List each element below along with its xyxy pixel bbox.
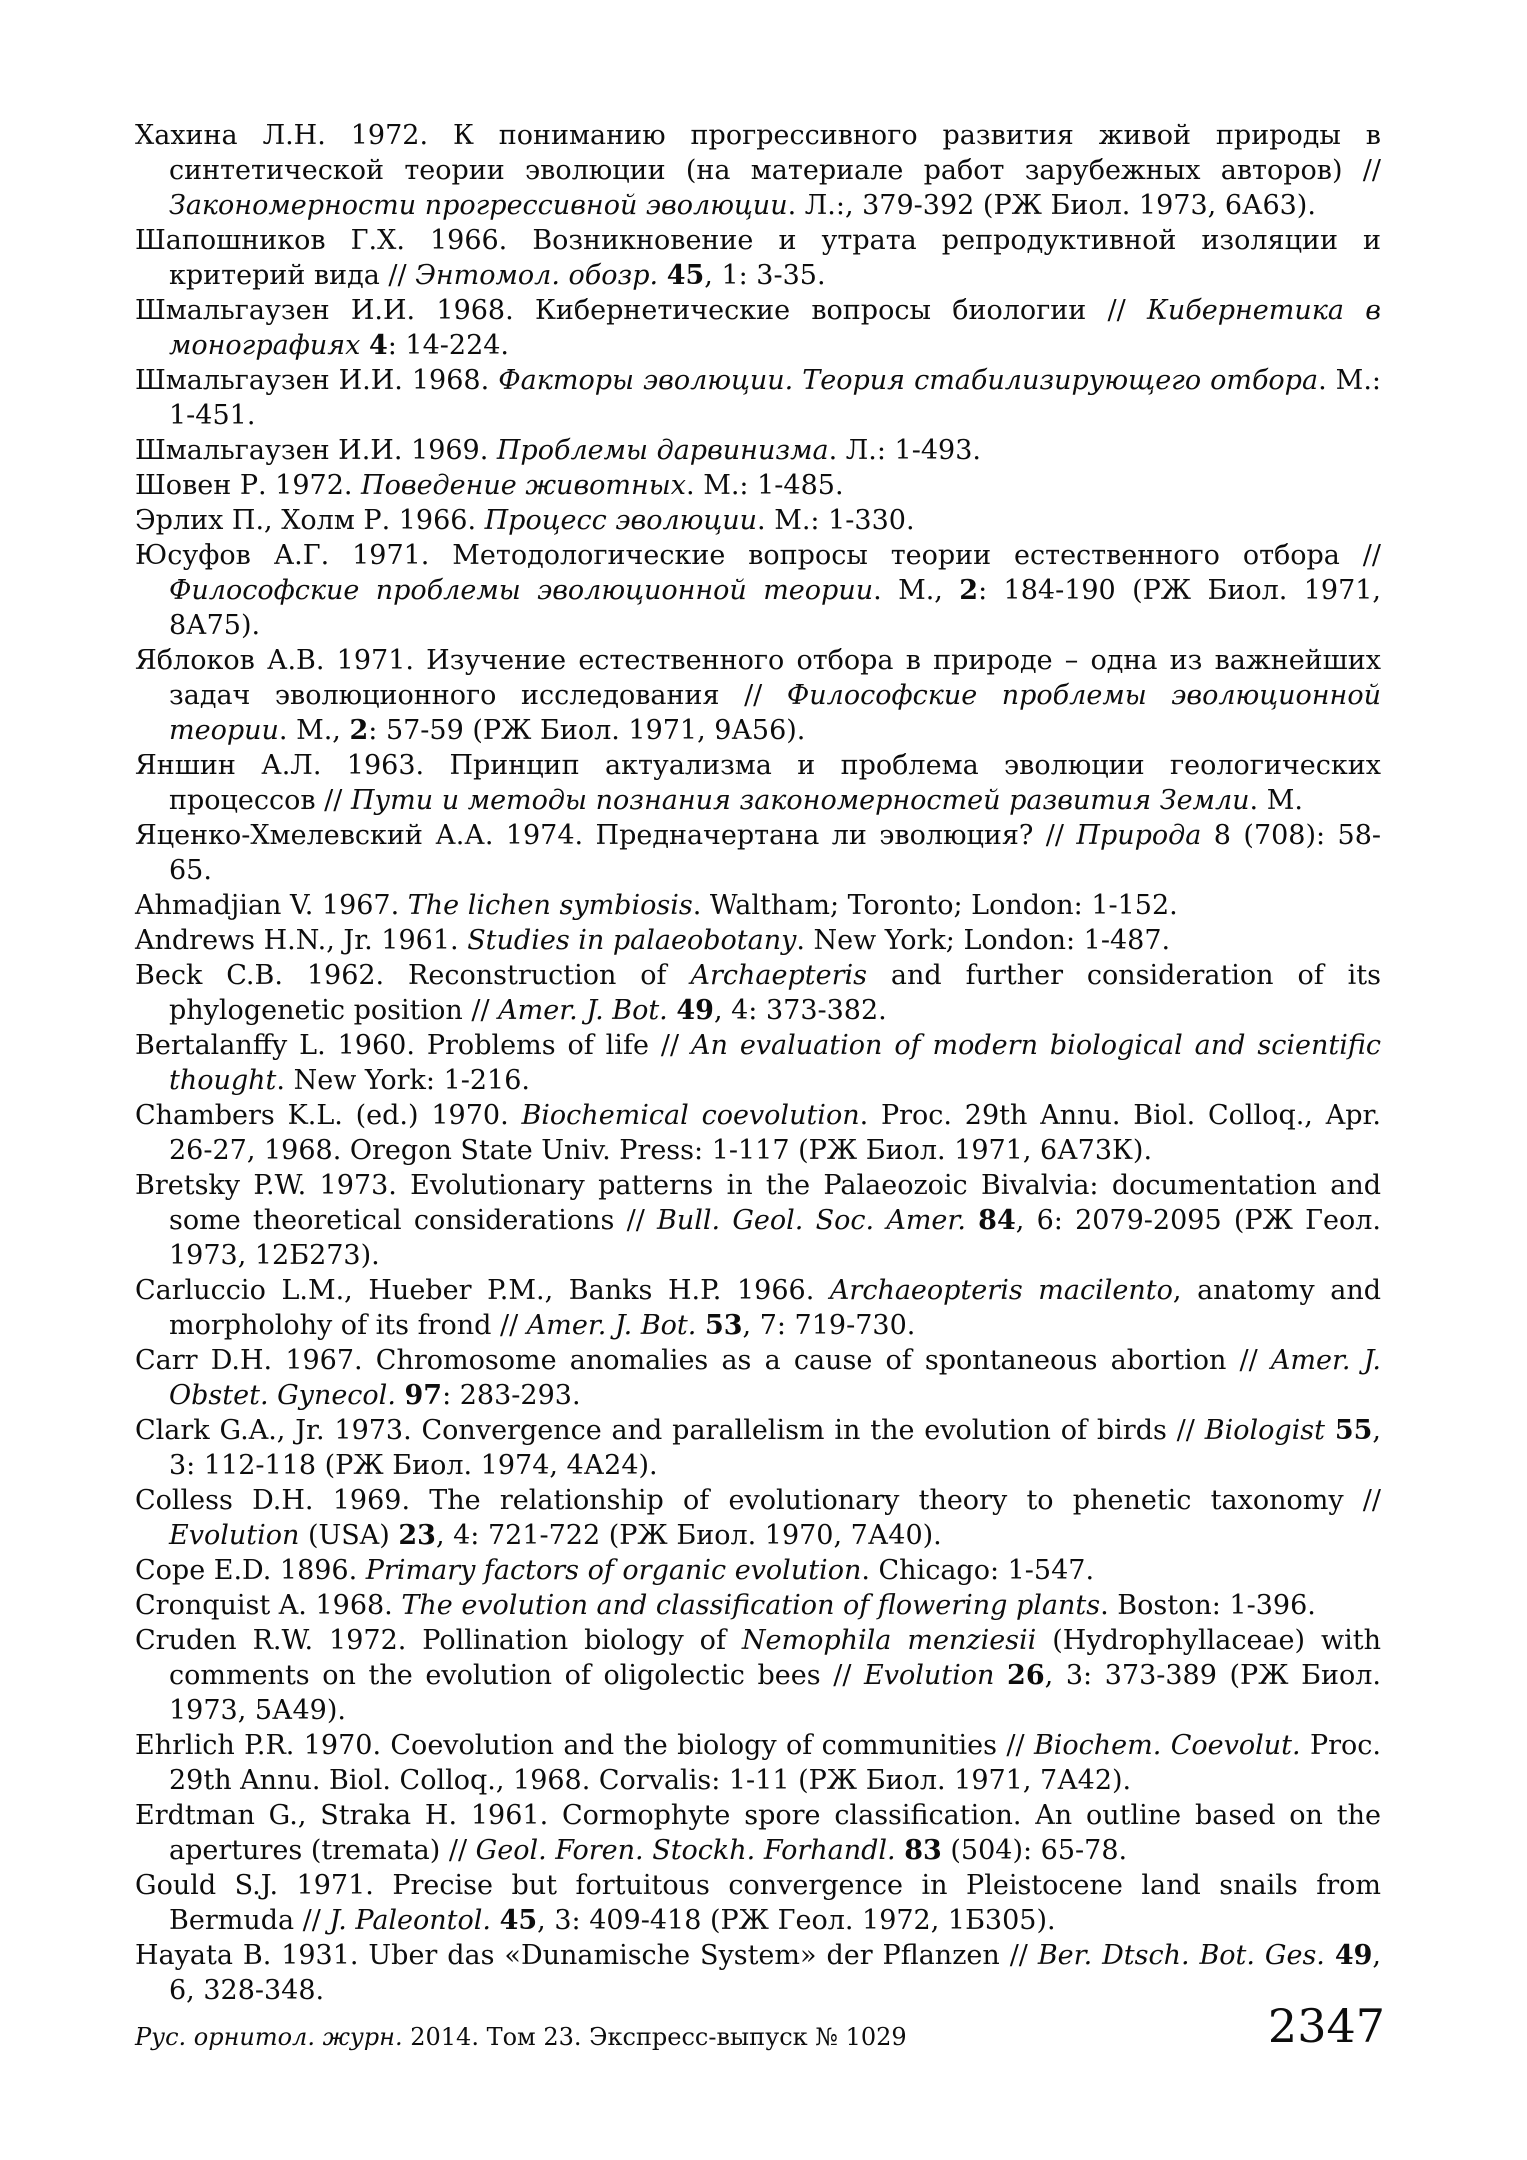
footer-journal-title: Рус. орнитол. журн.	[135, 2023, 403, 2051]
reference-item: Hayata B. 1931. Uber das «Dunamische System» der Pflanzen // Ber. Dtsch. Bot. Ges. 49, 6, 328-348.	[135, 1940, 1381, 2006]
reference-item: Юсуфов А.Г. 1971. Методологические вопросы теории естественного отбора // Философские проблемы эволюционной теории. М., 2: 184-190 (РЖ Биол. 1971, 8А75).	[135, 540, 1382, 641]
reference-item: Colless D.H. 1969. The relationship of evolutionary theory to phenetic taxonomy // Evolution (USA) 23, 4: 721-722 (РЖ Биол. 1970, 7А40).	[135, 1485, 1381, 1551]
reference-item: Carr D.H. 1967. Chromosome anomalies as a cause of spontaneous abortion // Amer. J. Obstet. Gynecol. 97: 283-293.	[135, 1345, 1381, 1411]
reference-item: Beck C.B. 1962. Reconstruction of Archaepteris and further consideration of its phylogenetic position // Amer. J. Bot. 49, 4: 373-382.	[135, 960, 1381, 1026]
reference-item: Cope E.D. 1896. Primary factors of organic evolution. Chicago: 1-547.	[135, 1555, 1095, 1586]
reference-item: Хахина Л.Н. 1972. К пониманию прогрессивного развития живой природы в синтетической теории эволюции (на материале работ зарубежных авторов) // Закономерности прогрессивной эволюции. Л.:, 379-392 (РЖ Биол. 1973, 6А63).	[135, 120, 1381, 221]
reference-item: Яншин А.Л. 1963. Принцип актуализма и проблема эволюции геологических процессов // Пути и методы познания закономерностей развития Земли. М.	[135, 750, 1381, 816]
reference-item: Cronquist A. 1968. The evolution and classification of flowering plants. Boston: 1-396.	[135, 1590, 1316, 1621]
reference-item: Cruden R.W. 1972. Pollination biology of Nemophila menziesii (Hydrophyllaceae) with comments on the evolution of oligolectic bees // Evolution 26, 3: 373-389 (РЖ Биол. 1973, 5А49).	[135, 1625, 1382, 1726]
reference-item: Erdtman G., Straka H. 1961. Cormophyte spore classification. An outline based on the apertures (tremata) // Geol. Foren. Stockh. Forhandl. 83 (504): 65-78.	[135, 1800, 1381, 1866]
reference-item: Bertalanffy L. 1960. Problems of life // An evaluation of modern biological and scientific thought. New York: 1-216.	[135, 1030, 1381, 1096]
reference-item: Ehrlich P.R. 1970. Coevolution and the biology of communities // Biochem. Coevolut. Proc. 29th Annu. Biol. Colloq., 1968. Corvalis: 1-11 (РЖ Биол. 1971, 7А42).	[135, 1730, 1381, 1796]
reference-item: Ahmadjian V. 1967. The lichen symbiosis. Waltham; Toronto; London: 1-152.	[135, 890, 1178, 921]
reference-item: Andrews H.N., Jr. 1961. Studies in palaeobotany. New York; London: 1-487.	[135, 925, 1171, 956]
reference-item: Эрлих П., Холм Р. 1966. Процесс эволюции. М.: 1-330.	[135, 505, 915, 536]
reference-item: Шмальгаузен И.И. 1968. Кибернетические вопросы биологии // Кибернетика в монографиях 4: 14-224.	[135, 295, 1381, 361]
footer	[135, 2022, 1035, 2052]
reference-item: Шапошников Г.Х. 1966. Возникновение и утрата репродуктивной изоляции и критерий вида // Энтомол. обозр. 45, 1: 3-35.	[135, 225, 1381, 291]
reference-item: Chambers K.L. (ed.) 1970. Biochemical coevolution. Proc. 29th Annu. Biol. Colloq., Apr. 26-27, 1968. Oregon State Univ. Press: 1-117 (РЖ Биол. 1971, 6А73К).	[135, 1100, 1381, 1166]
reference-item: Яблоков А.В. 1971. Изучение естественного отбора в природе – одна из важнейших задач эволюционного исследования // Философские проблемы эволюционной теории. М., 2: 57-59 (РЖ Биол. 1971, 9А56).	[135, 645, 1381, 746]
reference-item: Шмальгаузен И.И. 1968. Факторы эволюции. Теория стабилизирующего отбора. М.: 1-451.	[135, 365, 1382, 431]
reference-item: Яценко-Хмелевский А.А. 1974. Предначертана ли эволюция? // Природа 8 (708): 58-65.	[135, 820, 1382, 886]
references-list	[135, 118, 1381, 2008]
reference-item: Шмальгаузен И.И. 1969. Проблемы дарвинизма. Л.: 1-493.	[135, 435, 981, 466]
reference-item: Шовен Р. 1972. Поведение животных. М.: 1-485.	[135, 470, 844, 501]
page-number: 2347	[1267, 1999, 1385, 2053]
reference-item: Clark G.A., Jr. 1973. Convergence and parallelism in the evolution of birds // Biologist 55, 3: 112-118 (РЖ Биол. 1974, 4А24).	[135, 1415, 1381, 1481]
footer-journal-issue: 2014. Том 23. Экспресс-выпуск № 1029	[402, 2023, 907, 2051]
reference-item: Gould S.J. 1971. Precise but fortuitous convergence in Pleistocene land snails from Bermuda // J. Paleontol. 45, 3: 409-418 (РЖ Геол. 1972, 1Б305).	[135, 1870, 1381, 1936]
reference-item: Bretsky P.W. 1973. Evolutionary patterns in the Palaeozoic Bivalvia: documentation and some theoretical considerations // Bull. Geol. Soc. Amer. 84, 6: 2079-2095 (РЖ Геол. 1973, 12Б273).	[135, 1170, 1381, 1271]
reference-item: Carluccio L.M., Hueber P.M., Banks H.P. 1966. Archaeopteris macilento, anatomy and morpholohy of its frond // Amer. J. Bot. 53, 7: 719-730.	[135, 1275, 1382, 1341]
